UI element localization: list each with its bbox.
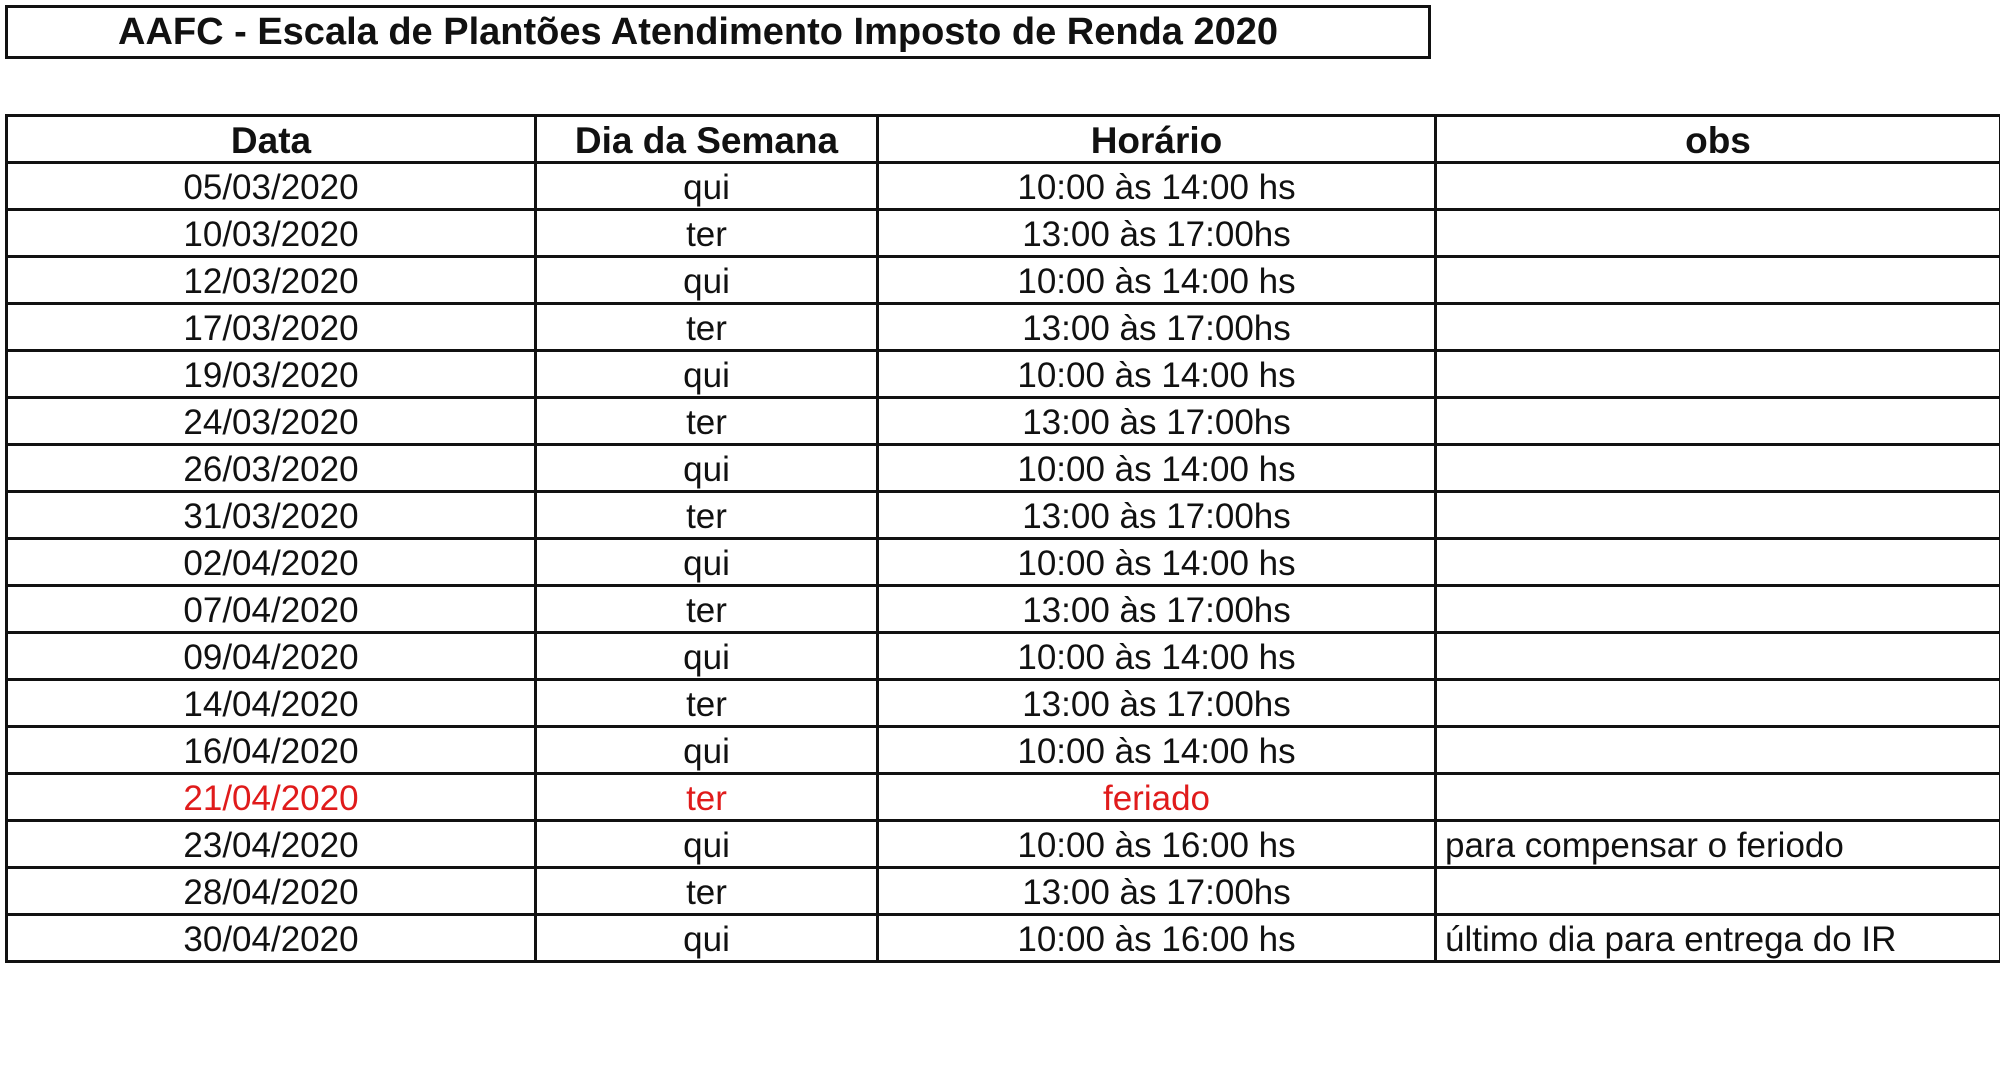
table-row (7, 586, 2000, 633)
table-row (7, 257, 2000, 304)
cell-data: 10/03/2020 (7, 210, 536, 257)
cell-obs (1436, 633, 2000, 680)
header-row (7, 116, 2000, 163)
table-row (7, 304, 2000, 351)
cell-dia: qui (536, 633, 878, 680)
cell-horario: 10:00 às 14:00 hs (878, 163, 1436, 210)
table-row (7, 539, 2000, 586)
cell-horario: 10:00 às 16:00 hs (878, 915, 1436, 962)
header-data: Data (7, 116, 536, 163)
cell-horario: 10:00 às 14:00 hs (878, 727, 1436, 774)
cell-obs (1436, 492, 2000, 539)
cell-horario: 13:00 às 17:00hs (878, 680, 1436, 727)
cell-dia: qui (536, 539, 878, 586)
table-row (7, 821, 2000, 868)
header-obs: obs (1436, 116, 2000, 163)
cell-data: 24/03/2020 (7, 398, 536, 445)
cell-obs (1436, 586, 2000, 633)
cell-horario: 10:00 às 16:00 hs (878, 821, 1436, 868)
cell-dia: ter (536, 774, 878, 821)
cell-horario: 13:00 às 17:00hs (878, 304, 1436, 351)
cell-dia: qui (536, 257, 878, 304)
cell-obs (1436, 680, 2000, 727)
cell-obs (1436, 210, 2000, 257)
cell-dia: ter (536, 492, 878, 539)
table-row (7, 868, 2000, 915)
cell-horario: 10:00 às 14:00 hs (878, 257, 1436, 304)
cell-horario: 10:00 às 14:00 hs (878, 445, 1436, 492)
header-horario: Horário (878, 116, 1436, 163)
cell-horario: 13:00 às 17:00hs (878, 398, 1436, 445)
cell-obs (1436, 398, 2000, 445)
cell-horario: 10:00 às 14:00 hs (878, 633, 1436, 680)
cell-data: 14/04/2020 (7, 680, 536, 727)
cell-obs (1436, 257, 2000, 304)
cell-data: 31/03/2020 (7, 492, 536, 539)
cell-obs: último dia para entrega do IR (1436, 915, 2000, 962)
table-row (7, 727, 2000, 774)
cell-horario: 13:00 às 17:00hs (878, 210, 1436, 257)
table-row (7, 915, 2000, 962)
cell-horario: 13:00 às 17:00hs (878, 586, 1436, 633)
cell-dia: ter (536, 586, 878, 633)
cell-data: 17/03/2020 (7, 304, 536, 351)
table-row (7, 210, 2000, 257)
cell-data: 16/04/2020 (7, 727, 536, 774)
table-row (7, 633, 2000, 680)
cell-data: 07/04/2020 (7, 586, 536, 633)
cell-data: 12/03/2020 (7, 257, 536, 304)
cell-obs (1436, 539, 2000, 586)
cell-data: 23/04/2020 (7, 821, 536, 868)
cell-dia: qui (536, 351, 878, 398)
cell-horario: 10:00 às 14:00 hs (878, 539, 1436, 586)
header-dia-da-semana: Dia da Semana (536, 116, 878, 163)
cell-data: 19/03/2020 (7, 351, 536, 398)
cell-data: 28/04/2020 (7, 868, 536, 915)
cell-horario: 10:00 às 14:00 hs (878, 351, 1436, 398)
cell-horario: 13:00 às 17:00hs (878, 868, 1436, 915)
cell-data: 05/03/2020 (7, 163, 536, 210)
cell-data: 21/04/2020 (7, 774, 536, 821)
cell-dia: qui (536, 163, 878, 210)
cell-dia: qui (536, 915, 878, 962)
table-row (7, 351, 2000, 398)
table-row-holiday (7, 774, 2000, 821)
cell-obs: para compensar o feriodo (1436, 821, 2000, 868)
schedule-table (5, 114, 2000, 963)
title-box (5, 5, 1431, 59)
table-row (7, 398, 2000, 445)
cell-dia: qui (536, 821, 878, 868)
table-row (7, 492, 2000, 539)
cell-data: 09/04/2020 (7, 633, 536, 680)
cell-data: 02/04/2020 (7, 539, 536, 586)
cell-obs (1436, 163, 2000, 210)
cell-dia: qui (536, 727, 878, 774)
cell-dia: qui (536, 445, 878, 492)
cell-obs (1436, 868, 2000, 915)
cell-obs (1436, 445, 2000, 492)
cell-obs (1436, 727, 2000, 774)
table-row (7, 163, 2000, 210)
page-title: AAFC - Escala de Plantões Atendimento Imposto de Renda 2020 (118, 10, 1278, 53)
cell-obs (1436, 774, 2000, 821)
cell-dia: ter (536, 304, 878, 351)
cell-horario: 13:00 às 17:00hs (878, 492, 1436, 539)
cell-obs (1436, 351, 2000, 398)
cell-dia: ter (536, 868, 878, 915)
cell-data: 26/03/2020 (7, 445, 536, 492)
cell-horario: feriado (878, 774, 1436, 821)
table-row (7, 680, 2000, 727)
cell-dia: ter (536, 398, 878, 445)
cell-dia: ter (536, 210, 878, 257)
table-row (7, 445, 2000, 492)
cell-obs (1436, 304, 2000, 351)
cell-data: 30/04/2020 (7, 915, 536, 962)
cell-dia: ter (536, 680, 878, 727)
